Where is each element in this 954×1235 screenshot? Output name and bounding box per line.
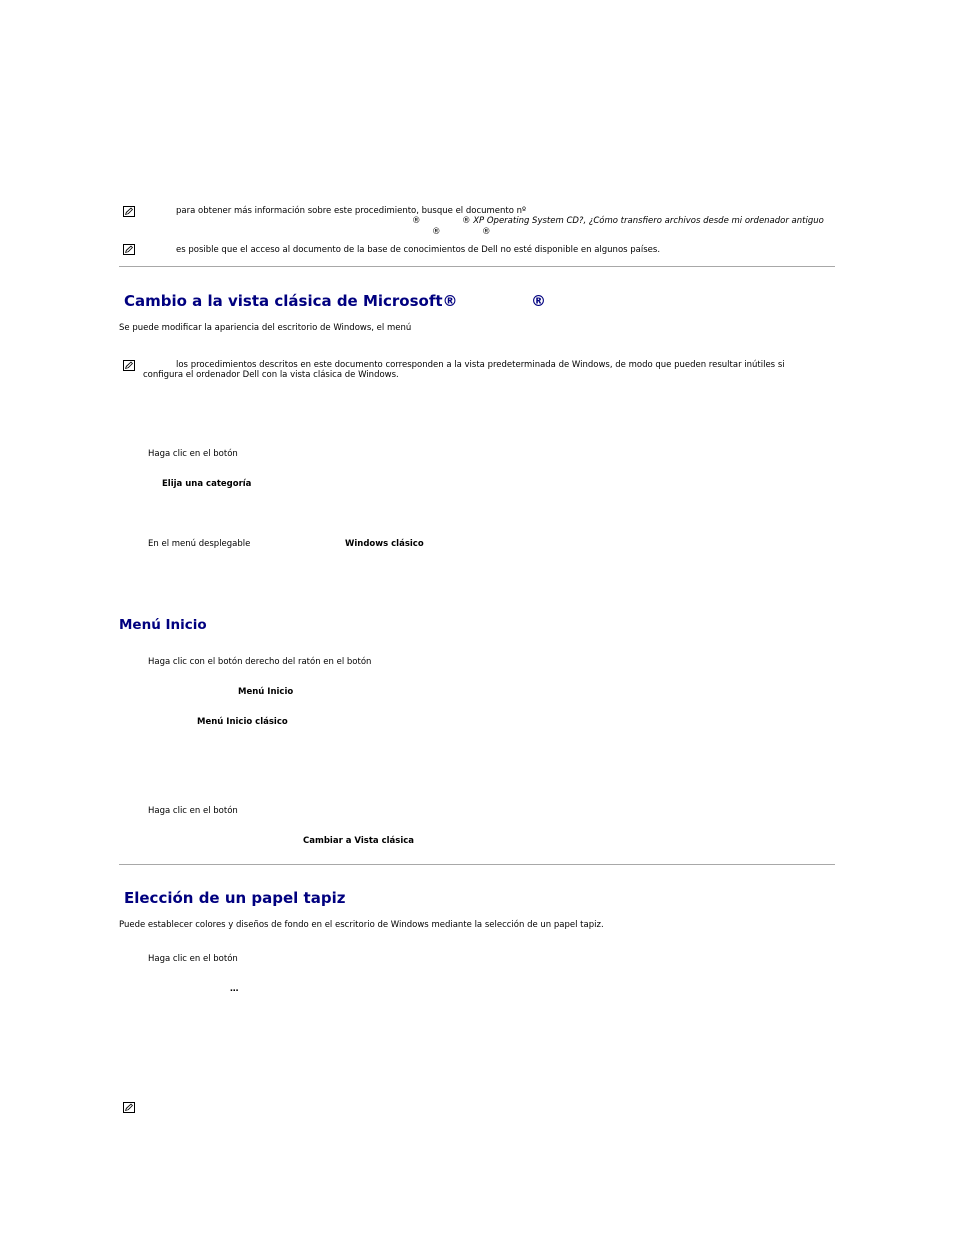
note-text: es posible que el acceso al documento de la base de conocimientos de Dell no esté disponible en algunos países.	[176, 245, 661, 255]
subsection-heading-start-menu: Menú Inicio	[119, 617, 207, 633]
divider	[119, 266, 835, 267]
note-text-cont: configura el ordenador Dell con la vista clásica de Windows.	[143, 370, 399, 380]
section-intro: Se puede modificar la apariencia del escritorio de Windows, el menú	[119, 323, 412, 333]
note-text: para obtener más información sobre este procedimiento, busque el documento nº	[176, 206, 527, 216]
section-heading-classic-view: Cambio a la vista clásica de Microsoft®	[124, 292, 458, 310]
step-text: Haga clic en el botón	[148, 806, 238, 816]
section-intro: Puede establecer colores y diseños de fondo en el escritorio de Windows mediante la selección de un papel tapiz.	[119, 920, 604, 930]
step-bold-label: Elija una categoría	[162, 479, 252, 489]
step-text: En el menú desplegable	[148, 539, 251, 549]
step-text: Haga clic en el botón	[148, 954, 238, 964]
note-pencil-icon	[123, 244, 135, 255]
divider	[119, 864, 835, 865]
step-bold-label: Menú Inicio	[238, 687, 294, 697]
note-text: los procedimientos descritos en este documento corresponden a la vista predeterminada de Windows, de modo que pueden resultar inútiles si	[176, 360, 785, 370]
step-text: Haga clic con el botón derecho del ratón en el botón	[148, 657, 372, 667]
registered-mark: ®	[531, 292, 546, 310]
section-heading-wallpaper: Elección de un papel tapiz	[124, 889, 346, 907]
note-pencil-icon	[123, 1102, 135, 1113]
note-pencil-icon	[123, 360, 135, 371]
registered-mark: ®	[412, 216, 421, 226]
note-text-cont: ® XP Operating System CD?, ¿Cómo transfiero archivos desde mi ordenador antiguo	[462, 216, 824, 226]
registered-mark: ®	[432, 227, 441, 237]
step-text: Haga clic en el botón	[148, 449, 238, 459]
step-bold-label: Windows clásico	[345, 539, 424, 549]
step-bold-label: Menú Inicio clásico	[197, 717, 288, 727]
step-bold-label: Cambiar a Vista clásica	[303, 836, 415, 846]
registered-mark: ®	[482, 227, 491, 237]
step-bold-label: …	[230, 984, 239, 994]
note-pencil-icon	[123, 206, 135, 217]
